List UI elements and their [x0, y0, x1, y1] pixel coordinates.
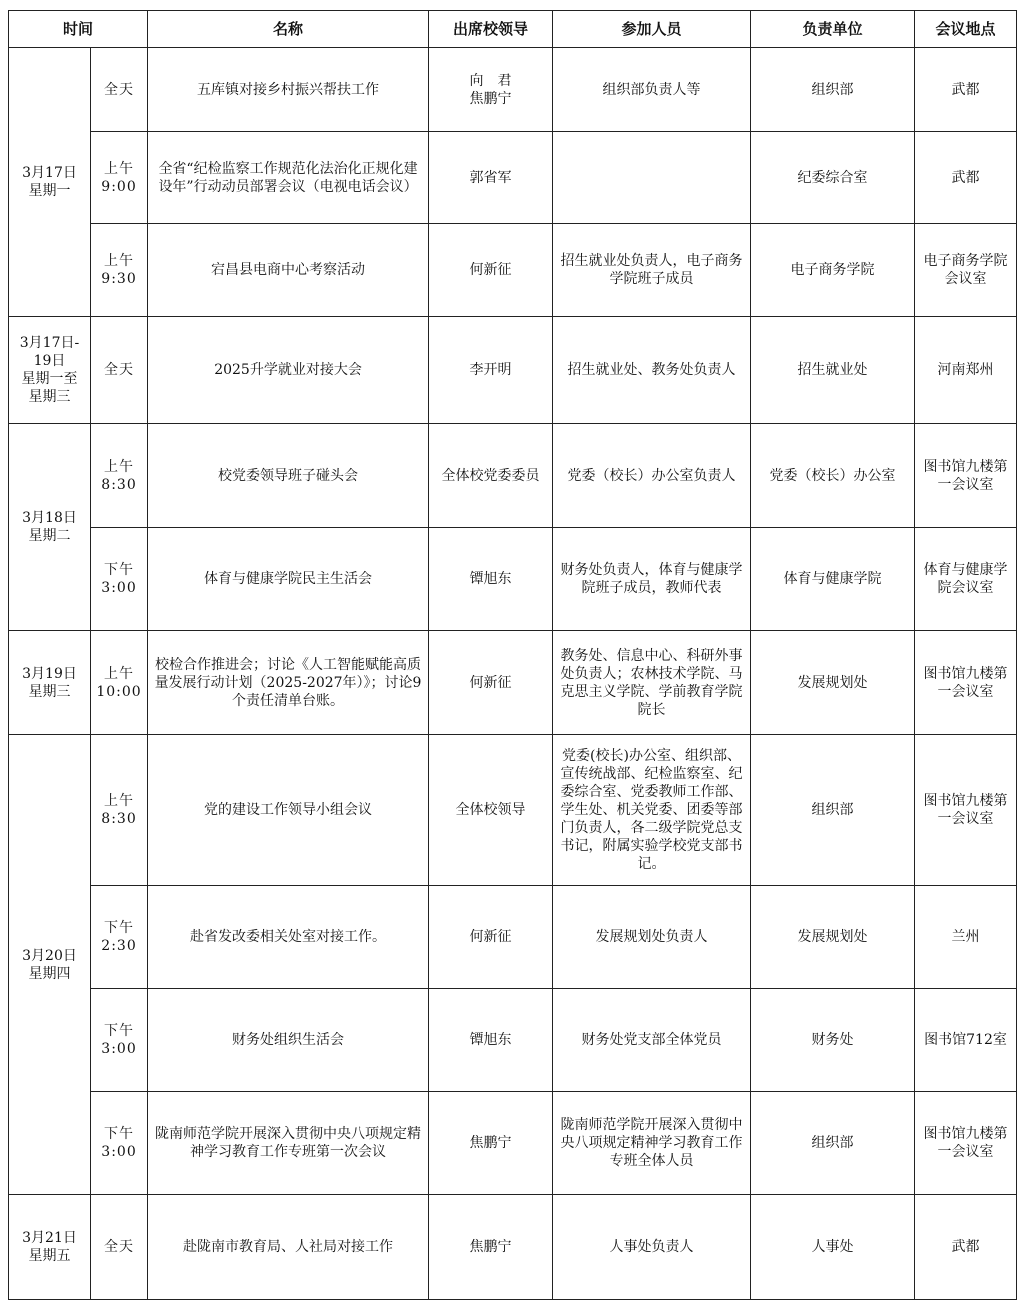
location-cell: 图书馆九楼第一会议室	[915, 735, 1017, 886]
meeting-name-cell: 五库镇对接乡村振兴帮扶工作	[148, 48, 429, 132]
participants-cell: 党委(校长)办公室、组织部、宣传统战部、纪检监察室、纪委综合室、党委教师工作部、学生处、机关党委、团委等部门负责人，各二级学院党总支书记，附属实验学校党支部书记。	[553, 735, 751, 886]
time-slot-cell: 上午 9:30	[91, 224, 148, 317]
table-row	[9, 989, 1017, 1092]
participants-cell: 财务处负责人，体育与健康学院班子成员，教师代表	[553, 528, 751, 631]
unit-cell: 组织部	[751, 48, 915, 132]
meeting-name-cell: 全省“纪检监察工作规范化法治化正规化建设年”行动动员部署会议（电视电话会议）	[148, 132, 429, 224]
leader-cell: 何新征	[429, 224, 553, 317]
participants-cell: 陇南师范学院开展深入贯彻中央八项规定精神学习教育工作专班全体人员	[553, 1092, 751, 1195]
table-row	[9, 528, 1017, 631]
location-cell: 武都	[915, 1195, 1017, 1300]
table-row	[9, 48, 1017, 132]
leader-cell: 李开明	[429, 317, 553, 424]
meeting-name-cell: 2025升学就业对接大会	[148, 317, 429, 424]
unit-cell: 电子商务学院	[751, 224, 915, 317]
time-slot-cell: 下午 3:00	[91, 528, 148, 631]
meeting-name-cell: 宕昌县电商中心考察活动	[148, 224, 429, 317]
table-row	[9, 1195, 1017, 1300]
participants-cell: 人事处负责人	[553, 1195, 751, 1300]
participants-cell: 组织部负责人等	[553, 48, 751, 132]
table-row	[9, 224, 1017, 317]
date-cell: 3月20日 星期四	[9, 735, 91, 1195]
participants-cell: 教务处、信息中心、科研外事处负责人；农林技术学院、马克思主义学院、学前教育学院院长	[553, 631, 751, 735]
leader-cell: 焦鹏宁	[429, 1195, 553, 1300]
leader-cell: 焦鹏宁	[429, 1092, 553, 1195]
table-row	[9, 424, 1017, 528]
meeting-schedule-table	[8, 10, 1017, 1300]
meeting-name-cell: 赴省发改委相关处室对接工作。	[148, 886, 429, 989]
header-unit: 负责单位	[751, 11, 915, 48]
unit-cell: 组织部	[751, 1092, 915, 1195]
time-slot-cell: 下午 2:30	[91, 886, 148, 989]
meeting-name-cell: 校党委领导班子碰头会	[148, 424, 429, 528]
unit-cell: 财务处	[751, 989, 915, 1092]
location-cell: 图书馆712室	[915, 989, 1017, 1092]
meeting-name-cell: 体育与健康学院民主生活会	[148, 528, 429, 631]
location-cell: 图书馆九楼第一会议室	[915, 631, 1017, 735]
table-row	[9, 735, 1017, 886]
participants-cell	[553, 132, 751, 224]
unit-cell: 体育与健康学院	[751, 528, 915, 631]
unit-cell: 组织部	[751, 735, 915, 886]
time-slot-cell: 上午 8:30	[91, 735, 148, 886]
table-row	[9, 631, 1017, 735]
date-cell: 3月21日 星期五	[9, 1195, 91, 1300]
leader-cell: 何新征	[429, 631, 553, 735]
location-cell: 河南郑州	[915, 317, 1017, 424]
meeting-name-cell: 赴陇南市教育局、人社局对接工作	[148, 1195, 429, 1300]
location-cell: 电子商务学院会议室	[915, 224, 1017, 317]
unit-cell: 人事处	[751, 1195, 915, 1300]
unit-cell: 发展规划处	[751, 631, 915, 735]
time-slot-cell: 下午 3:00	[91, 1092, 148, 1195]
time-slot-cell: 下午 3:00	[91, 989, 148, 1092]
header-name: 名称	[148, 11, 429, 48]
leader-cell: 镡旭东	[429, 528, 553, 631]
time-slot-cell: 全天	[91, 48, 148, 132]
header-time: 时间	[9, 11, 148, 48]
leader-cell: 向 君 焦鹏宁	[429, 48, 553, 132]
leader-cell: 镡旭东	[429, 989, 553, 1092]
unit-cell: 纪委综合室	[751, 132, 915, 224]
location-cell: 兰州	[915, 886, 1017, 989]
date-cell: 3月17日 星期一	[9, 48, 91, 317]
location-cell: 图书馆九楼第一会议室	[915, 1092, 1017, 1195]
table-row	[9, 132, 1017, 224]
header-row	[9, 11, 1017, 48]
unit-cell: 招生就业处	[751, 317, 915, 424]
date-cell: 3月18日 星期二	[9, 424, 91, 631]
leader-cell: 郭省军	[429, 132, 553, 224]
location-cell: 武都	[915, 48, 1017, 132]
location-cell: 图书馆九楼第一会议室	[915, 424, 1017, 528]
date-cell: 3月19日 星期三	[9, 631, 91, 735]
location-cell: 体育与健康学院会议室	[915, 528, 1017, 631]
participants-cell: 招生就业处、教务处负责人	[553, 317, 751, 424]
header-leader: 出席校领导	[429, 11, 553, 48]
time-slot-cell: 全天	[91, 317, 148, 424]
leader-cell: 全体校领导	[429, 735, 553, 886]
table-row	[9, 886, 1017, 989]
header-participants: 参加人员	[553, 11, 751, 48]
participants-cell: 发展规划处负责人	[553, 886, 751, 989]
time-slot-cell: 上午 9:00	[91, 132, 148, 224]
time-slot-cell: 上午 10:00	[91, 631, 148, 735]
table-row	[9, 1092, 1017, 1195]
meeting-name-cell: 陇南师范学院开展深入贯彻中央八项规定精神学习教育工作专班第一次会议	[148, 1092, 429, 1195]
time-slot-cell: 全天	[91, 1195, 148, 1300]
participants-cell: 招生就业处负责人，电子商务学院班子成员	[553, 224, 751, 317]
meeting-name-cell: 财务处组织生活会	[148, 989, 429, 1092]
date-cell: 3月17日- 19日 星期一至 星期三	[9, 317, 91, 424]
meeting-name-cell: 校检合作推进会；讨论《人工智能赋能高质量发展行动计划（2025-2027年）》；讨论9个责任清单台账。	[148, 631, 429, 735]
leader-cell: 何新征	[429, 886, 553, 989]
header-location: 会议地点	[915, 11, 1017, 48]
unit-cell: 党委（校长）办公室	[751, 424, 915, 528]
location-cell: 武都	[915, 132, 1017, 224]
participants-cell: 党委（校长）办公室负责人	[553, 424, 751, 528]
leader-cell: 全体校党委委员	[429, 424, 553, 528]
unit-cell: 发展规划处	[751, 886, 915, 989]
table-row	[9, 317, 1017, 424]
participants-cell: 财务处党支部全体党员	[553, 989, 751, 1092]
meeting-name-cell: 党的建设工作领导小组会议	[148, 735, 429, 886]
time-slot-cell: 上午 8:30	[91, 424, 148, 528]
